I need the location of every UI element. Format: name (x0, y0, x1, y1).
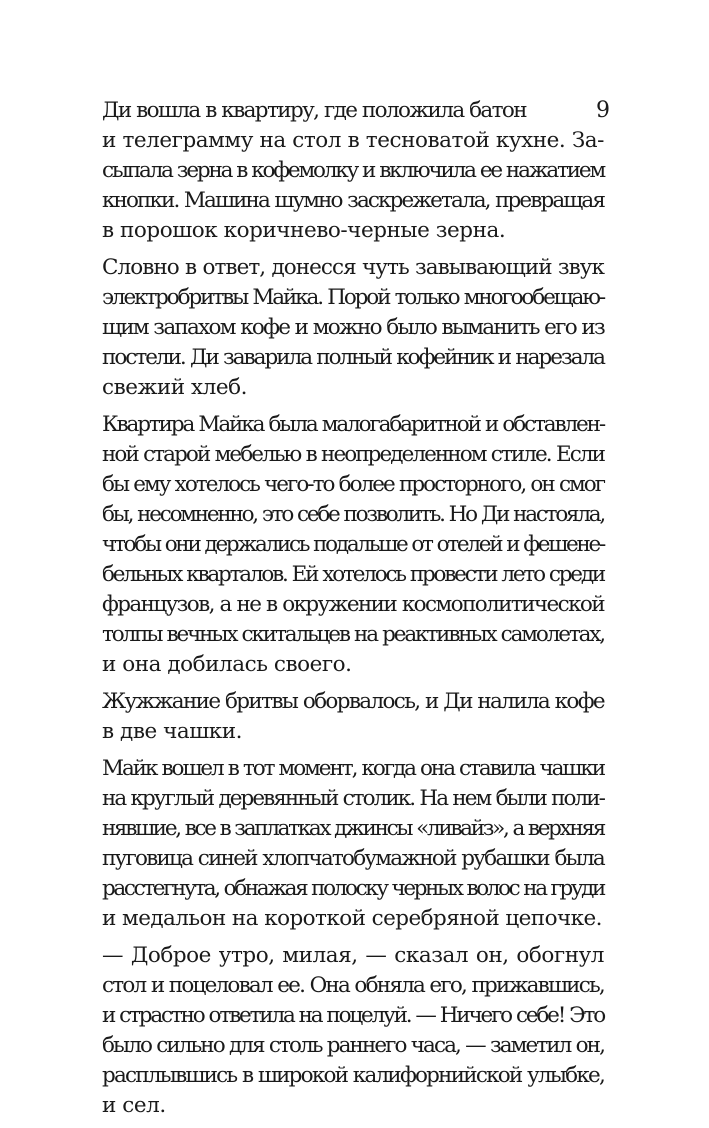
text-line: и медальон на короткой серебряной цепочке. (102, 906, 602, 931)
text-line: ной старой мебелью в неопределенном стиле. Если (102, 442, 604, 467)
text-line: французов, а не в окружении космополитической (102, 592, 604, 617)
text-line: расплывшись в широкой калифорнийской улыбке, (102, 1063, 604, 1088)
text-line: сыпала зерна в кофемолку и включила ее нажатием (102, 158, 604, 183)
text-line: бы, несомненно, это себе позволить. Но Ди настояла, (102, 502, 604, 527)
text-line: и она добилась своего. (102, 652, 352, 677)
text-line: — Доброе утро, милая, — сказал он, обогнул (102, 943, 604, 968)
text-line: чтобы они держались подальше от отелей и фешене- (102, 532, 604, 557)
text-line: было сильно для столь раннего часа, — заметил он, (102, 1033, 604, 1058)
page-number: 9 (596, 98, 610, 123)
paragraph (102, 96, 604, 246)
paragraph (102, 253, 604, 403)
text-line: щим запахом кофе и можно было выманить его из (102, 315, 604, 340)
text-line: стол и поцеловал ее. Она обняла его, прижавшись, (102, 973, 604, 998)
text-line: в две чашки. (102, 719, 243, 744)
body-text (102, 96, 604, 1128)
paragraph (102, 687, 604, 747)
paragraph (102, 941, 604, 1121)
text-line: бы ему хотелось чего-то более просторного, он смог (102, 472, 604, 497)
text-line: кнопки. Машина шумно заскрежетала, превращая (102, 188, 604, 213)
text-line: Словно в ответ, донесся чуть завывающий звук (102, 255, 604, 280)
text-line: бельных кварталов. Ей хотелось провести лето среди (102, 562, 604, 587)
text-line: электробритвы Майка. Порой только многообещаю- (102, 285, 604, 310)
text-line: и телеграмму на стол в тесноватой кухне. За- (102, 128, 604, 153)
text-line: и сел. (102, 1093, 166, 1118)
text-line: постели. Ди заварила полный кофейник и нарезала (102, 345, 604, 370)
text-line: расстегнута, обнажая полоску черных волос на груди (102, 876, 604, 901)
text-line: Ди вошла в квартиру, где положила батон (102, 98, 526, 123)
text-line: толпы вечных скитальцев на реактивных самолетах, (102, 622, 604, 647)
text-line: нявшие, все в заплатках джинсы «ливайз», а верхняя (102, 816, 604, 841)
text-line: Квартира Майка была малогабаритной и обставлен- (102, 412, 604, 437)
paragraph (102, 754, 604, 934)
text-line: Майк вошел в тот момент, когда она ставила чашки (102, 756, 604, 781)
text-line: Жужжание бритвы оборвалось, и Ди налила кофе (102, 689, 604, 714)
text-line: пуговица синей хлопчатобумажной рубашки была (102, 846, 604, 871)
text-line: и страстно ответила на поцелуй. — Ничего себе! Это (102, 1003, 604, 1028)
text-line: в порошок коричнево-черные зерна. (102, 218, 506, 243)
text-line: на круглый деревянный столик. На нем были поли- (102, 786, 604, 811)
paragraph (102, 410, 604, 680)
text-line: свежий хлеб. (102, 375, 248, 400)
